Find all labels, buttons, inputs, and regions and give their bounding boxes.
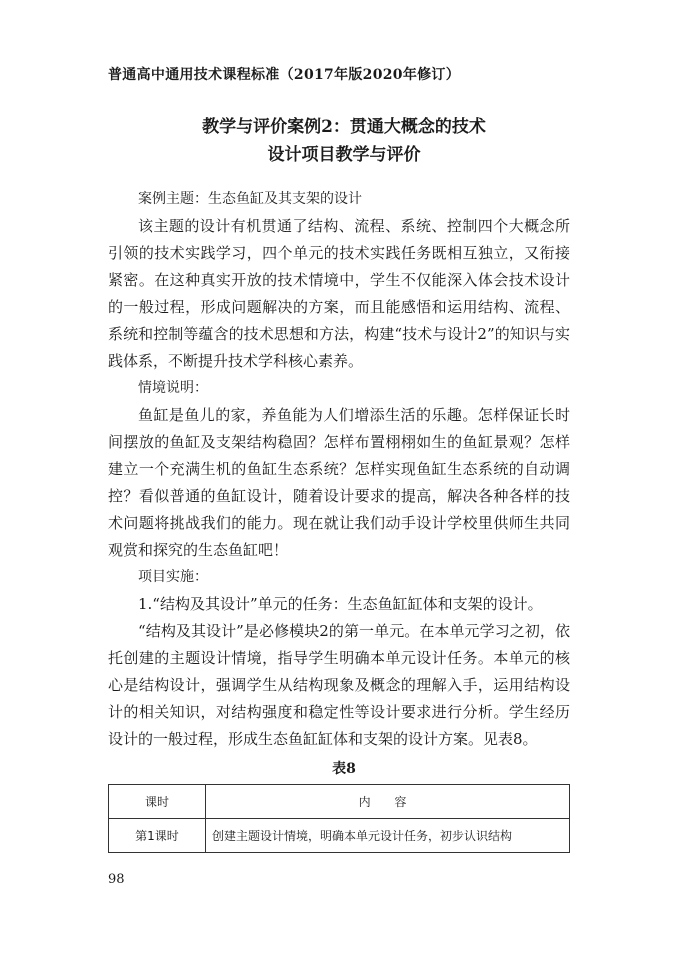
table-row (109, 819, 570, 853)
implementation-label: 项目实施： (138, 569, 208, 585)
table-header-row (109, 785, 570, 819)
case-topic: 案例主题：生态鱼缸及其支架的设计 (138, 191, 362, 207)
table-cell-lesson: 第1课时 (109, 819, 206, 853)
page-title-line-1: 教学与评价案例2：贯通大概念的技术 (202, 117, 486, 137)
situation-paragraph: 鱼缸是鱼儿的家，养鱼能为人们增添生活的乐趣。怎样保证长时间摆放的鱼缸及支架结构稳固？怎样布置栩栩如生的鱼缸景观？怎样建立一个充满生机的鱼缸生态系统？怎样实现鱼缸生态系统的自动调控？看似普通的鱼缸设计，随着设计要求的提高，解决各种各样的技术问题将挑战我们的能力。现在就让我们动手设计学校里供师生共同观赏和探究的生态鱼缸吧！ (108, 406, 570, 559)
intro-paragraph: 该主题的设计有机贯通了结构、流程、系统、控制四个大概念所引领的技术实践学习，四个单元的技术实践任务既相互独立，又衔接紧密。在这种真实开放的技术情境中，学生不仅能深入体会技术设计的一般过程，形成问题解决的方案，而且能感悟和运用结构、流程、系统和控制等蕴含的技术思想和方法，构建“技术与设计2”的知识与实践体系，不断提升技术学科核心素养。 (108, 217, 570, 370)
running-header: 普通高中通用技术课程标准（2017年版2020年修订） (108, 67, 461, 83)
table-header-content: 内 容 (206, 785, 570, 819)
case-body (108, 186, 570, 753)
table-cell-content: 创建主题设计情境，明确本单元设计任务，初步认识结构 (206, 819, 570, 853)
page-number: 98 (108, 872, 125, 887)
task-paragraph: “结构及其设计”是必修模块2的第一单元。在本单元学习之初，依托创建的主题设计情境，指导学生明确本单元设计任务。本单元的核心是结构设计，强调学生从结构现象及概念的理解入手，运用结构设计的相关知识，对结构强度和稳定性等设计要求进行分析。学生经历设计的一般过程，形成生态鱼缸缸体和支架的设计方案。见表8。 (108, 622, 570, 748)
table-caption: 表8 (332, 761, 356, 777)
lesson-table (108, 784, 570, 853)
situation-label: 情境说明： (138, 380, 208, 396)
page-title-line-2: 设计项目教学与评价 (267, 145, 421, 165)
task-heading: 1.“结构及其设计”单元的任务：生态鱼缸缸体和支架的设计。 (138, 595, 543, 613)
table-header-lesson: 课时 (109, 785, 206, 819)
